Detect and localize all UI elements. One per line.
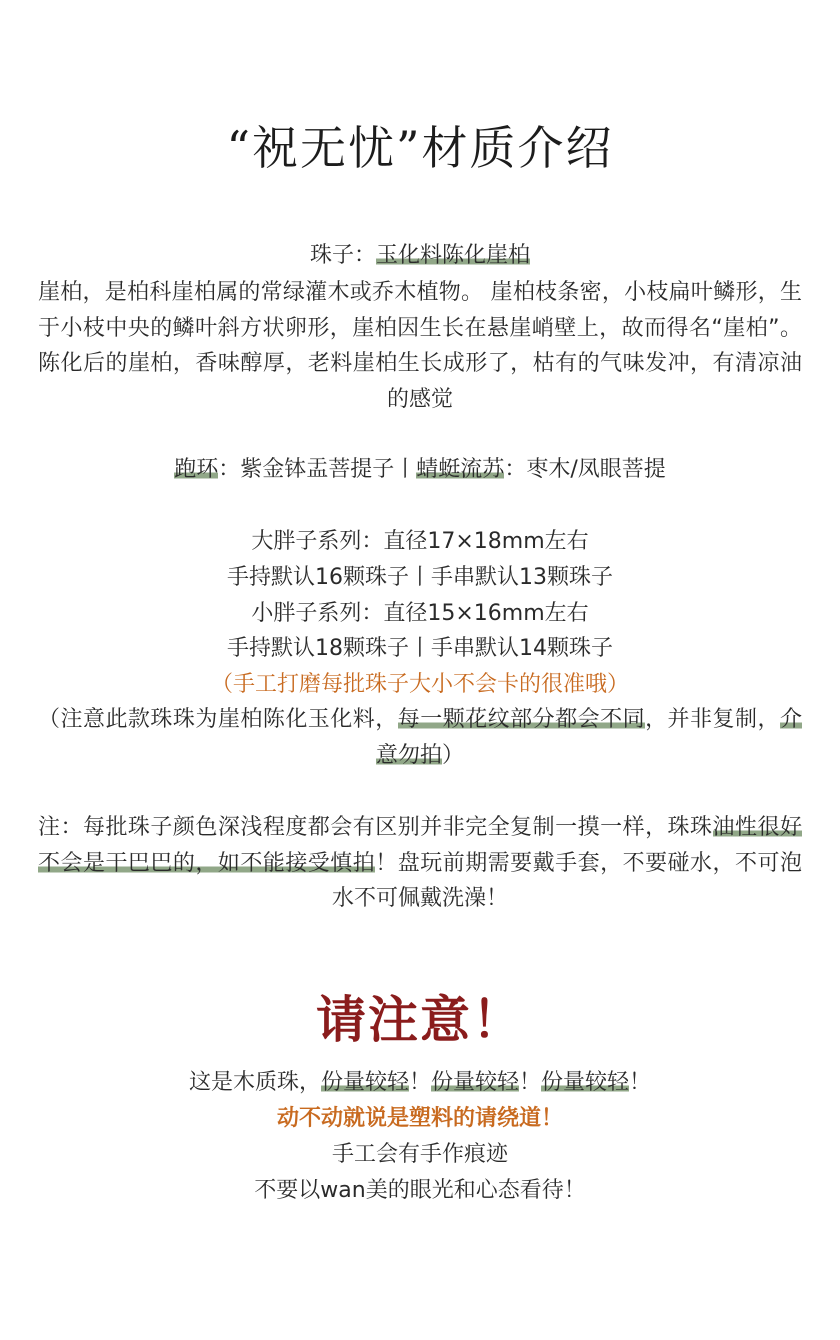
notice-text: ） [442,742,465,768]
care-text: ！盘玩前期需要戴手套，不要碰水，不可泡水不可佩戴洗澡！ [331,850,802,911]
tassel-value: ：枣木/凤眼菩提 [504,457,666,482]
notice-text: （注意此款珠珠为崖柏陈化玉化料， [38,707,398,732]
bead-material-line [0,241,840,271]
plastic-warning: 动不动就说是塑料的请绕道！ [276,1106,563,1131]
polish-note: （手工打磨每批珠子大小不会卡的很准哦） [210,672,629,697]
big-series-size: 大胖子系列：直径17×18mm左右 [251,529,589,554]
light-weight-highlight: 份量较轻 [430,1070,519,1095]
runner-label: 跑环 [174,457,219,482]
warning-title: 请注意！ [316,990,524,1049]
runner-value: ：紫金钵盂菩提子丨 [218,457,417,482]
notice-text: ，并非复制， [645,707,780,732]
big-series-counts: 手持默认16颗珠子丨手串默认13颗珠子 [227,565,613,590]
perfection-note: 不要以wan美的眼光和心态看待！ [254,1178,586,1203]
care-instructions [38,810,802,917]
exclamation: ！ [629,1070,652,1095]
weight-warning-line [0,1068,840,1098]
light-weight-highlight: 份量较轻 [541,1070,630,1095]
small-series-counts: 手持默认18颗珠子丨手串默认14颗珠子 [227,636,613,661]
small-series-size: 小胖子系列：直径15×16mm左右 [251,601,589,626]
notice-highlight-caution: 介意勿拍 [375,707,802,768]
tassel-label: 蜻蜓流苏 [416,457,505,482]
bead-material: 玉化料陈化崖柏 [376,243,531,268]
uniqueness-notice [38,702,802,773]
care-highlight: 油性很好不会是干巴巴的，如不能接受慎拍 [38,815,802,876]
exclamation: ！ [408,1070,431,1095]
light-weight-highlight: 份量较轻 [320,1070,409,1095]
material-description: 崖柏，是柏科崖柏属的常绿灌木或乔木植物。 崖柏枝条密，小枝扁叶鳞形，生于小枝中央的鳞叶斜方状卵形，崖柏因生长在悬崖峭壁上，故而得名“崖柏”。陈化后的崖柏，香味醇厚，老料崖柏生长成形了，枯有的气味发冲，有清凉油的感觉 [38,280,802,412]
exclamation: ！ [519,1070,542,1095]
care-text: 注：每批珠子颜色深浅程度都会有区别并非完全复制一摸一样，珠珠 [38,815,713,840]
weight-warning-prefix: 这是木质珠， [188,1070,321,1095]
page-title: “祝无忧”材质介绍 [226,121,614,175]
notice-highlight-pattern: 每一颗花纹部分都会不同 [397,707,646,732]
bead-label: 珠子： [309,243,376,268]
handmade-note: 手工会有手作痕迹 [331,1142,508,1167]
accessories-line [0,455,840,485]
